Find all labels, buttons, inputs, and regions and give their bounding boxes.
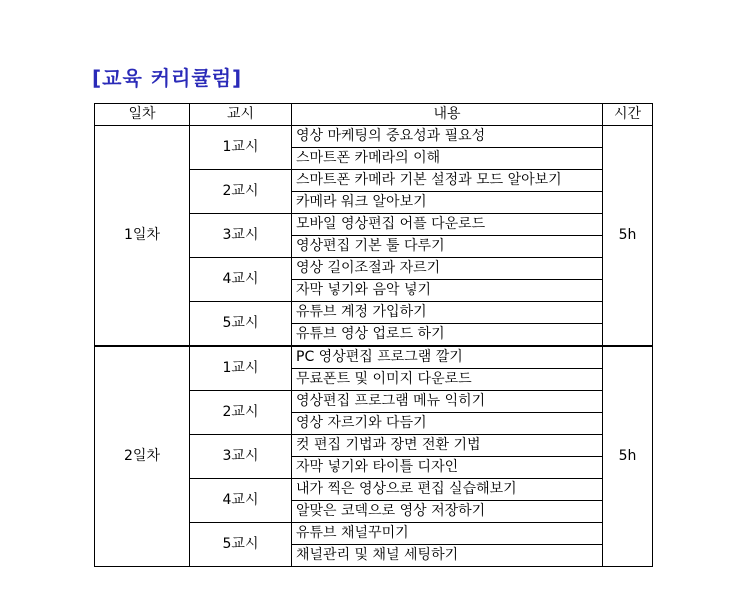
time-cell: 5h (603, 126, 653, 347)
content-cell: 컷 편집 기법과 장면 전환 기법 (292, 435, 603, 457)
table-row (95, 126, 653, 148)
content-cell: 유튜브 영상 업로드 하기 (292, 324, 603, 347)
period-label: 5교시 (190, 523, 292, 567)
header-time: 시간 (603, 104, 653, 126)
content-cell: 유튜브 계정 가입하기 (292, 302, 603, 324)
header-day: 일차 (95, 104, 190, 126)
content-cell: 영상 마케팅의 중요성과 필요성 (292, 126, 603, 148)
period-label: 3교시 (190, 214, 292, 258)
content-cell: 영상편집 프로그램 메뉴 익히기 (292, 391, 603, 413)
content-cell: 스마트폰 카메라의 이해 (292, 148, 603, 170)
day-label: 1일차 (95, 126, 190, 347)
time-cell: 5h (603, 346, 653, 567)
period-label: 5교시 (190, 302, 292, 347)
period-label: 2교시 (190, 391, 292, 435)
content-cell: 알맞은 코덱으로 영상 저장하기 (292, 501, 603, 523)
content-cell: 영상 자르기와 다듬기 (292, 413, 603, 435)
content-cell: PC 영상편집 프로그램 깔기 (292, 346, 603, 369)
content-cell: 자막 넣기와 음악 넣기 (292, 280, 603, 302)
period-label: 1교시 (190, 346, 292, 391)
content-cell: 내가 찍은 영상으로 편집 실습해보기 (292, 479, 603, 501)
content-cell: 영상편집 기본 툴 다루기 (292, 236, 603, 258)
content-cell: 영상 길이조절과 자르기 (292, 258, 603, 280)
period-label: 4교시 (190, 479, 292, 523)
table-header-row (95, 104, 653, 126)
period-label: 3교시 (190, 435, 292, 479)
header-period: 교시 (190, 104, 292, 126)
content-cell: 모바일 영상편집 어플 다운로드 (292, 214, 603, 236)
period-label: 4교시 (190, 258, 292, 302)
table-row (95, 346, 653, 369)
day-label: 2일차 (95, 346, 190, 567)
period-label: 1교시 (190, 126, 292, 170)
content-cell: 채널관리 및 채널 세팅하기 (292, 545, 603, 567)
page-title: [교육 커리큘럼] (92, 66, 243, 90)
content-cell: 자막 넣기와 타이틀 디자인 (292, 457, 603, 479)
content-cell: 유튜브 채널꾸미기 (292, 523, 603, 545)
content-cell: 무료폰트 및 이미지 다운로드 (292, 369, 603, 391)
content-cell: 카메라 워크 알아보기 (292, 192, 603, 214)
header-content: 내용 (292, 104, 603, 126)
curriculum-table (94, 103, 653, 567)
period-label: 2교시 (190, 170, 292, 214)
content-cell: 스마트폰 카메라 기본 설정과 모드 알아보기 (292, 170, 603, 192)
